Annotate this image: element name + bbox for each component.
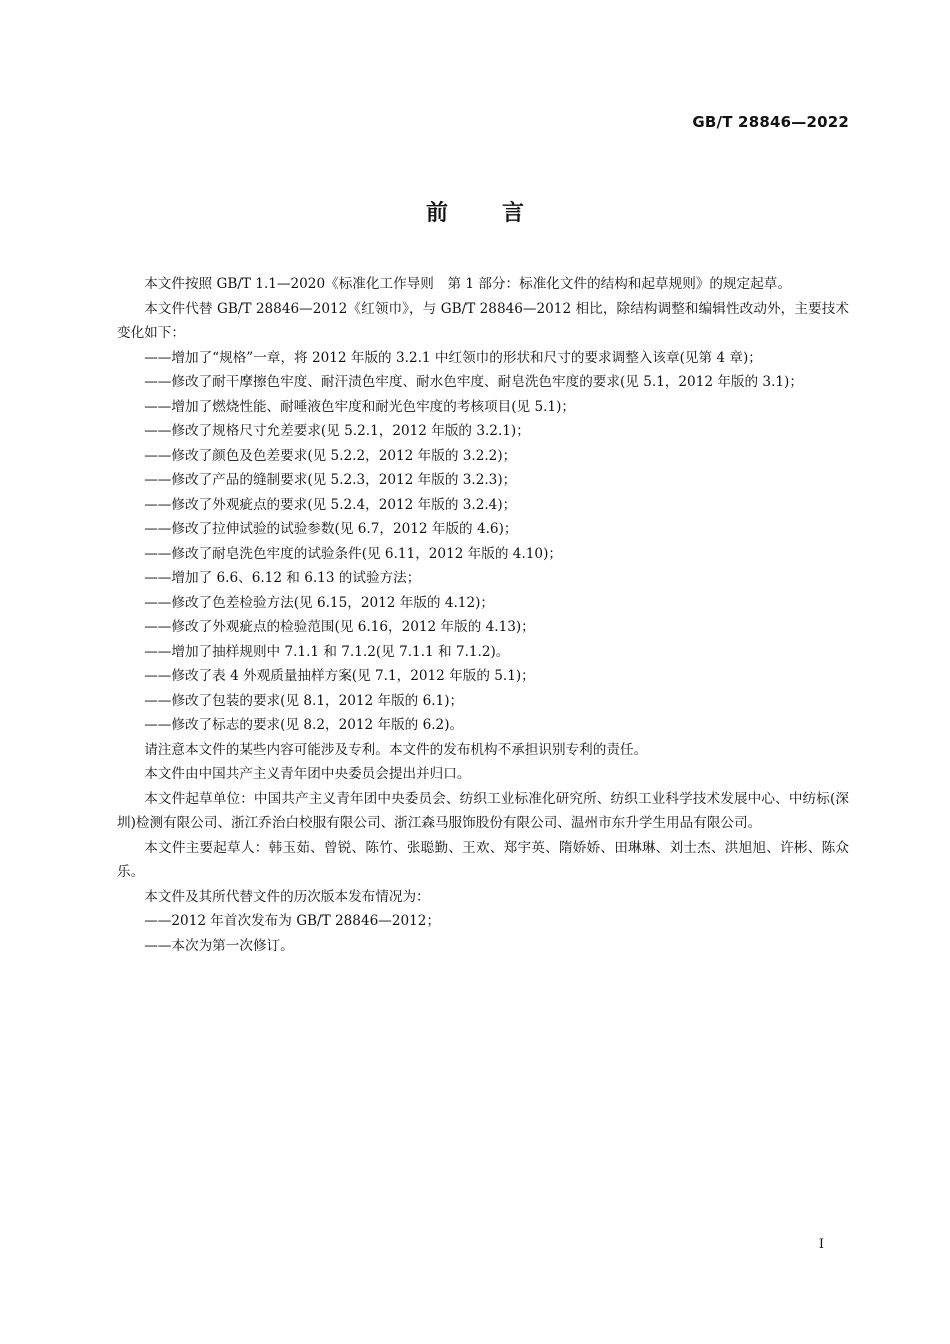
list-item: ——增加了抽样规则中 7.1.1 和 7.1.2(见 7.1.1 和 7.1.2)。 — [144, 643, 510, 660]
intro-paragraph: 本文件按照 GB/T 1.1—2020《标准化工作导则 第 1 部分：标准化文件的结构和起草规则》的规定起草。 — [144, 276, 791, 292]
list-item: ——增加了 6.6、6.12 和 6.13 的试验方法； — [144, 570, 421, 586]
history-intro: 本文件及其所代替文件的历次版本发布情况为： — [144, 888, 430, 905]
page-title: 前言 — [425, 201, 578, 226]
list-item: ——增加了“规格”一章，将 2012 年版的 3.2.1 中红领巾的形状和尺寸的要求调整入该章(见第 4 章)； — [144, 349, 762, 366]
intro-paragraph: 本文件代替 GB/T 28846—2012《红领巾》，与 GB/T 28846—2012 相比，除结构调整和编辑性改动外，主要技术变化如下： — [117, 300, 849, 341]
list-item: ——修改了色差检验方法(见 6.15，2012 年版的 4.12)； — [144, 594, 494, 611]
patent-notice: 请注意本文件的某些内容可能涉及专利。本文件的发布机构不承担识别专利的责任。 — [144, 741, 648, 758]
changes-list — [117, 346, 849, 738]
standard-code: GB/T 28846—2022 — [692, 113, 849, 131]
list-item: ——修改了耐皂洗色牢度的试验条件(见 6.11，2012 年版的 4.10)； — [144, 545, 562, 562]
drafters-paragraph: 本文件主要起草人：韩玉茹、曾锐、陈竹、张聪勤、王欢、郑宇英、隋娇娇、田琳琳、刘士杰、洪旭旭、许彬、陈众乐。 — [117, 839, 849, 880]
list-item: ——修改了产品的缝制要求(见 5.2.3，2012 年版的 3.2.3)； — [144, 472, 517, 488]
list-item: ——修改了表 4 外观质量抽样方案(见 7.1，2012 年版的 5.1)； — [144, 668, 535, 684]
history-list — [117, 909, 849, 958]
list-item: ——修改了拉伸试验的试验参数(见 6.7，2012 年版的 4.6)； — [144, 521, 518, 537]
list-item: ——修改了颜色及色差要求(见 5.2.2，2012 年版的 3.2.2)； — [144, 447, 517, 464]
foreword-body — [117, 272, 849, 958]
list-item: ——修改了外观疵点的要求(见 5.2.4，2012 年版的 3.2.4)； — [144, 496, 517, 513]
list-item: ——2012 年首次发布为 GB/T 28846—2012； — [144, 913, 441, 929]
list-item: ——修改了规格尺寸允差要求(见 5.2.1，2012 年版的 3.2.1)； — [144, 423, 530, 439]
list-item: ——本次为第一次修订。 — [144, 937, 294, 954]
list-item: ——增加了燃烧性能、耐唾液色牢度和耐光色牢度的考核项目(见 5.1)； — [144, 398, 575, 415]
list-item: ——修改了耐干摩擦色牢度、耐汗渍色牢度、耐水色牢度、耐皂洗色牢度的要求(见 5.1，2012 年版的 3.1)； — [144, 374, 803, 390]
proposer-paragraph: 本文件由中国共产主义青年团中央委员会提出并归口。 — [144, 766, 471, 782]
list-item: ——修改了外观疵点的检验范围(见 6.16，2012 年版的 4.13)； — [144, 619, 535, 635]
list-item: ——修改了标志的要求(见 8.2，2012 年版的 6.2)。 — [144, 717, 464, 733]
list-item: ——修改了包装的要求(见 8.1，2012 年版的 6.1)； — [144, 692, 464, 709]
drafting-units-paragraph: 本文件起草单位：中国共产主义青年团中央委员会、纺织工业标准化研究所、纺织工业科学技术发展中心、中纺标(深圳)检测有限公司、浙江乔治白校服有限公司、浙江森马服饰股份有限公司、温州市东升学生用品有限公司。 — [117, 790, 849, 831]
page-number: I — [818, 1237, 824, 1252]
